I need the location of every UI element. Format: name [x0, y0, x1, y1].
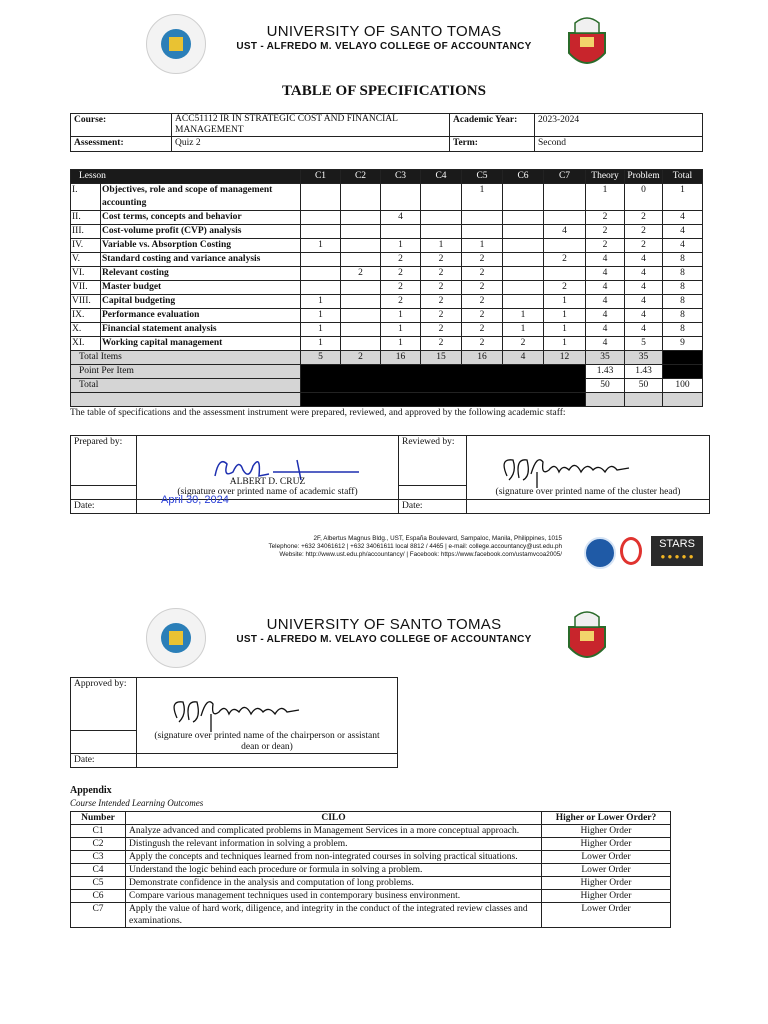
total-grand: 100: [663, 379, 703, 393]
lesson-theory: 4: [586, 337, 625, 351]
point-per-item-problem: 1.43: [625, 365, 663, 379]
reviewed-caption: (signature over printed name of the cluster head): [467, 486, 710, 500]
lesson-c5: 2: [462, 323, 503, 337]
total-items-c1: 5: [301, 351, 341, 365]
lesson-number: VIII.: [71, 295, 101, 309]
approved-signature-cell: [137, 678, 398, 731]
lesson-problem: 0: [625, 184, 663, 211]
lesson-theory: 2: [586, 239, 625, 253]
lesson-c3: 1: [381, 323, 421, 337]
cilo-order: Higher Order: [542, 890, 671, 903]
total-items-c5: 16: [462, 351, 503, 365]
cilo-number: C5: [71, 877, 126, 890]
lesson-number: X.: [71, 323, 101, 337]
lesson-c7: 2: [544, 253, 586, 267]
course-label: Course:: [71, 114, 172, 137]
lesson-c2: [341, 337, 381, 351]
cilo-row: [71, 903, 671, 928]
signature-table: [70, 435, 710, 514]
lesson-c2: [341, 225, 381, 239]
lesson-c7: 1: [544, 337, 586, 351]
lesson-c3: 2: [381, 281, 421, 295]
lesson-c2: [341, 309, 381, 323]
prepared-by-label: Prepared by:: [71, 436, 137, 486]
lesson-theory: 4: [586, 281, 625, 295]
lesson-number: IX.: [71, 309, 101, 323]
lesson-total: 8: [663, 267, 703, 281]
lesson-c4: 2: [421, 309, 462, 323]
lesson-c4: 2: [421, 323, 462, 337]
lesson-c1: [301, 211, 341, 225]
lesson-name: Objectives, role and scope of management accounting: [101, 184, 301, 211]
lesson-c2: [341, 211, 381, 225]
cilo-text: Compare various management techniques used in contemporary business environment.: [126, 890, 542, 903]
college-name-page2: UST - ALFREDO M. VELAYO COLLEGE OF ACCOUNTANCY: [236, 634, 532, 645]
lesson-c5: 1: [462, 184, 503, 211]
lesson-c1: [301, 253, 341, 267]
cilo-text: Analyze advanced and complicated problems in Management Services in a more conceptual approach.: [126, 825, 542, 838]
cilo-table: [70, 811, 671, 928]
reviewed-signature-cell: [467, 436, 710, 486]
cilo-header-order: Higher or Lower Order?: [542, 812, 671, 825]
footer-contact: [180, 535, 562, 559]
header-problem: Problem: [625, 170, 663, 184]
lesson-total: 8: [663, 281, 703, 295]
cilo-header-number: Number: [71, 812, 126, 825]
lesson-c1: 1: [301, 309, 341, 323]
tuv-badge: [584, 537, 616, 569]
cilo-number: C4: [71, 864, 126, 877]
total-problem: 50: [625, 379, 663, 393]
cilo-number: C6: [71, 890, 126, 903]
lesson-c4: 2: [421, 295, 462, 309]
lesson-c2: [341, 184, 381, 211]
reviewed-by-label: Reviewed by:: [399, 436, 467, 486]
lesson-problem: 4: [625, 309, 663, 323]
lesson-name: Performance evaluation: [101, 309, 301, 323]
cilo-row: [71, 890, 671, 903]
point-per-item-row: [71, 365, 703, 379]
lesson-theory: 1: [586, 184, 625, 211]
cilo-row: [71, 877, 671, 890]
lesson-theory: 2: [586, 225, 625, 239]
reviewed-signature: [497, 450, 637, 488]
lesson-total: 8: [663, 295, 703, 309]
reviewed-date-label: Date:: [399, 499, 467, 513]
footer-telephone: Telephone: +632 34061612 | +632 34061611 local 8812 / 4465 | e-mail: college.accountancy@ust.edu.ph: [268, 543, 562, 550]
cilo-order: Higher Order: [542, 877, 671, 890]
lesson-theory: 4: [586, 323, 625, 337]
lesson-c5: 2: [462, 337, 503, 351]
lesson-problem: 5: [625, 337, 663, 351]
lesson-c7: [544, 184, 586, 211]
year-label: Academic Year:: [450, 114, 535, 137]
term-value: Second: [535, 137, 703, 152]
lesson-c3: 4: [381, 211, 421, 225]
lesson-theory: 4: [586, 295, 625, 309]
lesson-c6: 1: [503, 323, 544, 337]
lesson-problem: 4: [625, 281, 663, 295]
lesson-c6: [503, 184, 544, 211]
lesson-c3: [381, 225, 421, 239]
lesson-problem: 2: [625, 239, 663, 253]
cilo-order: Lower Order: [542, 864, 671, 877]
lesson-number: III.: [71, 225, 101, 239]
total-label: Total: [71, 379, 301, 393]
assessment-value: Quiz 2: [172, 137, 450, 152]
lesson-row: [71, 309, 703, 323]
lesson-c3: [381, 184, 421, 211]
footer-address: 2F, Albertus Magnus Bldg., UST, España Boulevard, Sampaloc, Manila, Philippines, 1015: [313, 535, 562, 542]
total-items-c3: 16: [381, 351, 421, 365]
lesson-c7: [544, 267, 586, 281]
lesson-c3: 2: [381, 267, 421, 281]
cilo-text: Understand the logic behind each procedure or formula in solving a problem.: [126, 864, 542, 877]
lesson-name: Standard costing and variance analysis: [101, 253, 301, 267]
lesson-row: [71, 267, 703, 281]
lesson-name: Cost terms, concepts and behavior: [101, 211, 301, 225]
page-title: TABLE OF SPECIFICATIONS: [282, 83, 486, 99]
lesson-total: 1: [663, 184, 703, 211]
course-value: ACC51112 IR IN STRATEGIC COST AND FINANCIAL MANAGEMENT: [172, 114, 450, 137]
lesson-c1: 1: [301, 295, 341, 309]
lesson-c7: 1: [544, 323, 586, 337]
lesson-c1: 1: [301, 337, 341, 351]
lesson-theory: 2: [586, 211, 625, 225]
header-c6: C6: [503, 170, 544, 184]
lesson-c5: 2: [462, 253, 503, 267]
lesson-c6: [503, 253, 544, 267]
lesson-c7: [544, 211, 586, 225]
approved-caption: (signature over printed name of the chairperson or assistant dean or dean): [137, 731, 398, 754]
cilo-order: Higher Order: [542, 838, 671, 851]
header-lesson: Lesson: [71, 170, 301, 184]
lesson-c6: 2: [503, 337, 544, 351]
lesson-theory: 4: [586, 253, 625, 267]
approved-date-label: Date:: [71, 753, 137, 767]
lesson-c1: [301, 184, 341, 211]
lesson-c1: 1: [301, 239, 341, 253]
lesson-c2: 2: [341, 267, 381, 281]
cilo-number: C1: [71, 825, 126, 838]
lesson-name: Working capital management: [101, 337, 301, 351]
cilo-text: Demonstrate confidence in the analysis and computation of long problems.: [126, 877, 542, 890]
point-per-item-label: Point Per Item: [71, 365, 301, 379]
university-name-page2: UNIVERSITY OF SANTO TOMAS: [266, 616, 502, 633]
header-c2: C2: [341, 170, 381, 184]
lesson-c6: [503, 281, 544, 295]
prepared-date: April 30, 2024: [161, 493, 229, 506]
approved-by-label: Approved by:: [71, 678, 137, 731]
lesson-c7: 4: [544, 225, 586, 239]
prepared-caption: (signature over printed name of academic staff): [137, 486, 399, 500]
cilo-header-row: [71, 812, 671, 825]
lesson-row: [71, 281, 703, 295]
lesson-c7: 1: [544, 295, 586, 309]
lesson-problem: 4: [625, 253, 663, 267]
prepared-name: ALBERT D. CRUZ: [229, 477, 306, 487]
stars-badge-label: STARS: [659, 538, 695, 550]
lesson-c6: [503, 267, 544, 281]
lesson-total: 8: [663, 323, 703, 337]
total-theory: 50: [586, 379, 625, 393]
prepared-date-label: Date:: [71, 499, 137, 513]
cilo-number: C2: [71, 838, 126, 851]
lesson-row: [71, 337, 703, 351]
total-items-c2: 2: [341, 351, 381, 365]
quality-badge: [620, 537, 642, 565]
stars-badge: STARS ● ● ● ● ●: [651, 536, 703, 566]
lesson-name: Capital budgeting: [101, 295, 301, 309]
cilo-text: Distingush the relevant information in solving a problem.: [126, 838, 542, 851]
spec-header-row: [71, 170, 703, 184]
cilo-number: C7: [71, 903, 126, 928]
total-items-problem: 35: [625, 351, 663, 365]
lesson-c5: 1: [462, 239, 503, 253]
point-per-item-theory: 1.43: [586, 365, 625, 379]
term-label: Term:: [450, 137, 535, 152]
lesson-problem: 4: [625, 267, 663, 281]
lesson-c5: [462, 225, 503, 239]
cilo-row: [71, 851, 671, 864]
lesson-theory: 4: [586, 309, 625, 323]
lesson-number: XI.: [71, 337, 101, 351]
lesson-row: [71, 239, 703, 253]
course-meta-table: [70, 113, 703, 152]
lesson-c6: [503, 239, 544, 253]
spacer-row: [71, 393, 703, 407]
total-items-c7: 12: [544, 351, 586, 365]
lesson-c4: [421, 211, 462, 225]
lesson-row: [71, 295, 703, 309]
lesson-total: 4: [663, 239, 703, 253]
lesson-name: Cost-volume profit (CVP) analysis: [101, 225, 301, 239]
lesson-c1: 1: [301, 323, 341, 337]
appendix-title: Appendix: [70, 785, 112, 796]
lesson-total: 4: [663, 225, 703, 239]
lesson-c1: [301, 267, 341, 281]
lesson-c6: 1: [503, 309, 544, 323]
lesson-c2: [341, 281, 381, 295]
lesson-c3: 1: [381, 309, 421, 323]
cilo-row: [71, 825, 671, 838]
cilo-text: Apply the value of hard work, diligence, and integrity in the conduct of the integrated review classes and examinations.: [126, 903, 542, 928]
lesson-c6: [503, 211, 544, 225]
total-items-label: Total Items: [71, 351, 301, 365]
lesson-row: [71, 323, 703, 337]
total-items-c4: 15: [421, 351, 462, 365]
lesson-c5: 2: [462, 267, 503, 281]
college-name: UST - ALFREDO M. VELAYO COLLEGE OF ACCOUNTANCY: [236, 41, 532, 52]
lesson-c5: 2: [462, 281, 503, 295]
lesson-c4: 1: [421, 239, 462, 253]
lesson-row: [71, 253, 703, 267]
lesson-c5: [462, 211, 503, 225]
header-c1: C1: [301, 170, 341, 184]
lesson-row: [71, 211, 703, 225]
lesson-name: Master budget: [101, 281, 301, 295]
lesson-c3: 2: [381, 253, 421, 267]
lesson-c7: 1: [544, 309, 586, 323]
lesson-c6: [503, 295, 544, 309]
lesson-number: VII.: [71, 281, 101, 295]
lesson-problem: 4: [625, 295, 663, 309]
header-theory: Theory: [586, 170, 625, 184]
lesson-c4: 2: [421, 337, 462, 351]
cilo-row: [71, 864, 671, 877]
lesson-c4: 2: [421, 281, 462, 295]
lesson-row: [71, 225, 703, 239]
lesson-problem: 2: [625, 225, 663, 239]
lesson-c6: [503, 225, 544, 239]
year-value: 2023-2024: [535, 114, 703, 137]
lesson-number: VI.: [71, 267, 101, 281]
lesson-c7: 2: [544, 281, 586, 295]
approval-table: [70, 677, 398, 768]
total-items-c6: 4: [503, 351, 544, 365]
lesson-number: IV.: [71, 239, 101, 253]
lesson-c1: [301, 225, 341, 239]
lesson-c2: [341, 239, 381, 253]
header-c4: C4: [421, 170, 462, 184]
lesson-c3: 1: [381, 239, 421, 253]
lesson-total: 8: [663, 253, 703, 267]
cilo-row: [71, 838, 671, 851]
prepared-signature-cell: [137, 436, 399, 486]
total-items-theory: 35: [586, 351, 625, 365]
cilo-text: Apply the concepts and techniques learned from non-integrated courses in solving practical situations.: [126, 851, 542, 864]
cilo-order: Higher Order: [542, 825, 671, 838]
lesson-name: Relevant costing: [101, 267, 301, 281]
lesson-problem: 2: [625, 211, 663, 225]
lesson-c4: [421, 225, 462, 239]
lesson-theory: 4: [586, 267, 625, 281]
cilo-order: Lower Order: [542, 851, 671, 864]
lesson-c4: 2: [421, 267, 462, 281]
university-name: UNIVERSITY OF SANTO TOMAS: [266, 23, 502, 40]
lesson-number: V.: [71, 253, 101, 267]
header-c3: C3: [381, 170, 421, 184]
lesson-name: Financial statement analysis: [101, 323, 301, 337]
lesson-total: 8: [663, 309, 703, 323]
lesson-row: [71, 184, 703, 211]
header-c5: C5: [462, 170, 503, 184]
lesson-c1: [301, 281, 341, 295]
specification-table: [70, 169, 703, 407]
lesson-total: 4: [663, 211, 703, 225]
header-total: Total: [663, 170, 703, 184]
lesson-c5: 2: [462, 295, 503, 309]
cilo-number: C3: [71, 851, 126, 864]
lesson-c4: 2: [421, 253, 462, 267]
appendix-subtitle: Course Intended Learning Outcomes: [70, 798, 204, 808]
approved-signature: [167, 692, 307, 732]
lesson-c5: 2: [462, 309, 503, 323]
assessment-label: Assessment:: [71, 137, 172, 152]
cilo-header-cilo: CILO: [126, 812, 542, 825]
lesson-number: II.: [71, 211, 101, 225]
lesson-c2: [341, 253, 381, 267]
total-items-row: [71, 351, 703, 365]
lesson-name: Variable vs. Absorption Costing: [101, 239, 301, 253]
footer-website: Website: http://www.ust.edu.ph/accountancy/ | Facebook: https://www.facebook.com/ustamvcoa2005/: [279, 551, 562, 558]
lesson-c3: 1: [381, 337, 421, 351]
cilo-order: Lower Order: [542, 903, 671, 928]
lesson-c2: [341, 295, 381, 309]
lesson-c2: [341, 323, 381, 337]
approval-note: The table of specifications and the assessment instrument were prepared, reviewed, and approved by the following academic staff:: [70, 408, 566, 418]
header-c7: C7: [544, 170, 586, 184]
lesson-c4: [421, 184, 462, 211]
lesson-number: I.: [71, 184, 101, 211]
lesson-problem: 4: [625, 323, 663, 337]
lesson-c7: [544, 239, 586, 253]
lesson-total: 9: [663, 337, 703, 351]
lesson-c3: 2: [381, 295, 421, 309]
